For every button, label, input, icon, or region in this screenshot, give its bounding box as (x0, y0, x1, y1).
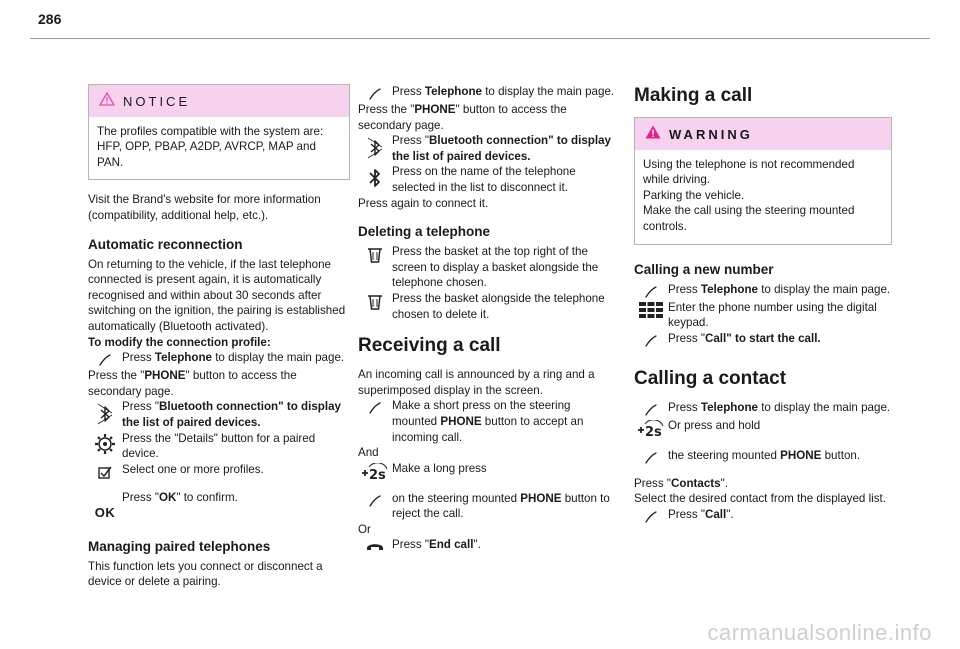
long-press-2s-icon (358, 461, 392, 485)
checkbox-icon (88, 462, 122, 480)
telephone-icon (358, 84, 392, 102)
warning-text: Using the telephone is not recommended while driving. (643, 157, 855, 187)
notice-triangle-icon (99, 92, 115, 111)
step-long-press: 2s Make a long press (358, 461, 616, 491)
telephone-icon (634, 507, 668, 525)
visit-text: Visit the Brand's website for more information (compatibility, additional help, etc.). (88, 193, 321, 222)
warning-triangle-icon (645, 125, 661, 144)
telephone-icon (634, 448, 668, 466)
bluetooth-icon (88, 399, 122, 427)
step-details: Press the "Details" button for a paired device. (88, 431, 350, 462)
telephone-icon (358, 491, 392, 509)
managing-heading: Managing paired telephones (88, 538, 271, 554)
trash-icon (358, 291, 392, 311)
ok-button-glyph: OK (94, 504, 116, 520)
auto-reconnection-heading: Automatic reconnection (88, 236, 243, 252)
trash-icon (358, 244, 392, 264)
step-disconnect: Press on the name of the telephone selected in the list to disconnect it. (358, 164, 616, 195)
page-number: 286 (38, 11, 62, 27)
auto-reconnection-text: On returning to the vehicle, if the last telephone connected is present again, it is automatically recognised and within about 30 seconds after switching on the ignition, the pairing is established automatically (Bluetooth activated). (88, 257, 346, 333)
notice-text: The profiles compatible with the system are: HFP, OPP, PBAP, A2DP, AVRCP, MAP and PAN. (97, 124, 324, 169)
step-phone-button: Press the "PHONE" button to access the secondary page. (88, 369, 297, 398)
modify-profile-heading: To modify the connection profile: (88, 335, 271, 349)
step-press-call: Press "Call". (634, 507, 892, 525)
step-phone-button: the steering mounted PHONE button. (634, 448, 892, 466)
step-short-press: Make a short press on the steering mounted PHONE button to accept an incoming call. (358, 398, 616, 445)
column-right (634, 84, 892, 525)
telephone-icon (358, 398, 392, 416)
column-middle (358, 84, 616, 553)
step-press-hold: 2s Or press and hold (634, 418, 892, 448)
keypad-icon (634, 300, 668, 318)
step-basket-delete: Press the basket alongside the telephone chosen to delete it. (358, 291, 616, 322)
deleting-heading: Deleting a telephone (358, 224, 491, 240)
step-press-telephone: Press Telephone to display the main page. (634, 400, 892, 418)
long-press-2s-icon (634, 418, 668, 442)
watermark: carmanualsonline.info (707, 620, 932, 646)
step-ok: OK Press "OK" to confirm. (88, 490, 350, 522)
and-text: And (358, 446, 379, 460)
step-keypad: Enter the phone number using the digital keypad. (634, 300, 892, 331)
step-phone-button: Press the "PHONE" button to access the secondary page. (358, 103, 567, 132)
step-reconnect: Press again to connect it. (358, 196, 489, 210)
svg-text:2s: 2s (645, 424, 662, 440)
receiving-text: An incoming call is announced by a ring and a superimposed display in the screen. (358, 368, 595, 397)
step-contacts: Press "Contacts". (634, 476, 728, 490)
end-call-icon (358, 537, 392, 553)
telephone-icon (634, 282, 668, 300)
gear-icon (88, 431, 122, 455)
step-press-telephone: Press Telephone to display the main page. (358, 84, 616, 102)
managing-text: This function lets you connect or disconnect a device or delete a pairing. (88, 559, 323, 589)
step-press-telephone: Press Telephone to display the main page. (634, 282, 892, 300)
making-call-heading: Making a call (634, 85, 753, 106)
step-select-profiles: Select one or more profiles. (88, 462, 350, 480)
calling-contact-heading: Calling a contact (634, 367, 787, 389)
step-bluetooth-connection: Press "Bluetooth connection" to display the list of paired devices. (358, 133, 616, 164)
notice-box (88, 84, 350, 180)
warning-header (635, 118, 891, 150)
step-reject: on the steering mounted PHONE button to reject the call. (358, 491, 616, 522)
bluetooth-icon (358, 133, 392, 161)
step-bluetooth-connection: Press "Bluetooth connection" to display the list of paired devices. (88, 399, 350, 430)
bluetooth-symbol-icon (358, 164, 392, 190)
warning-text: Make the call using the steering mounted controls. (643, 204, 855, 233)
step-end-call: Press "End call". (358, 537, 616, 553)
notice-label: NOTICE (123, 93, 191, 109)
column-left (88, 84, 350, 590)
receiving-heading: Receiving a call (358, 335, 501, 357)
telephone-icon (88, 350, 122, 368)
header-rule (30, 38, 930, 39)
telephone-icon (634, 331, 668, 349)
step-call: Press "Call" to start the call. (634, 331, 892, 349)
warning-label: WARNING (669, 126, 753, 142)
step-basket-top: Press the basket at the top right of the screen to display a basket alongside the telephone chosen. (358, 244, 616, 291)
svg-text:2s: 2s (369, 467, 386, 483)
notice-header (89, 85, 349, 117)
or-text: Or (358, 522, 371, 536)
warning-box (634, 117, 892, 245)
telephone-icon (634, 400, 668, 418)
warning-text: Parking the vehicle. (643, 188, 745, 202)
new-number-heading: Calling a new number (634, 261, 774, 277)
step-select-contact: Select the desired contact from the displayed list. (634, 492, 886, 506)
step-press-telephone: Press Telephone to display the main page. (88, 350, 350, 368)
